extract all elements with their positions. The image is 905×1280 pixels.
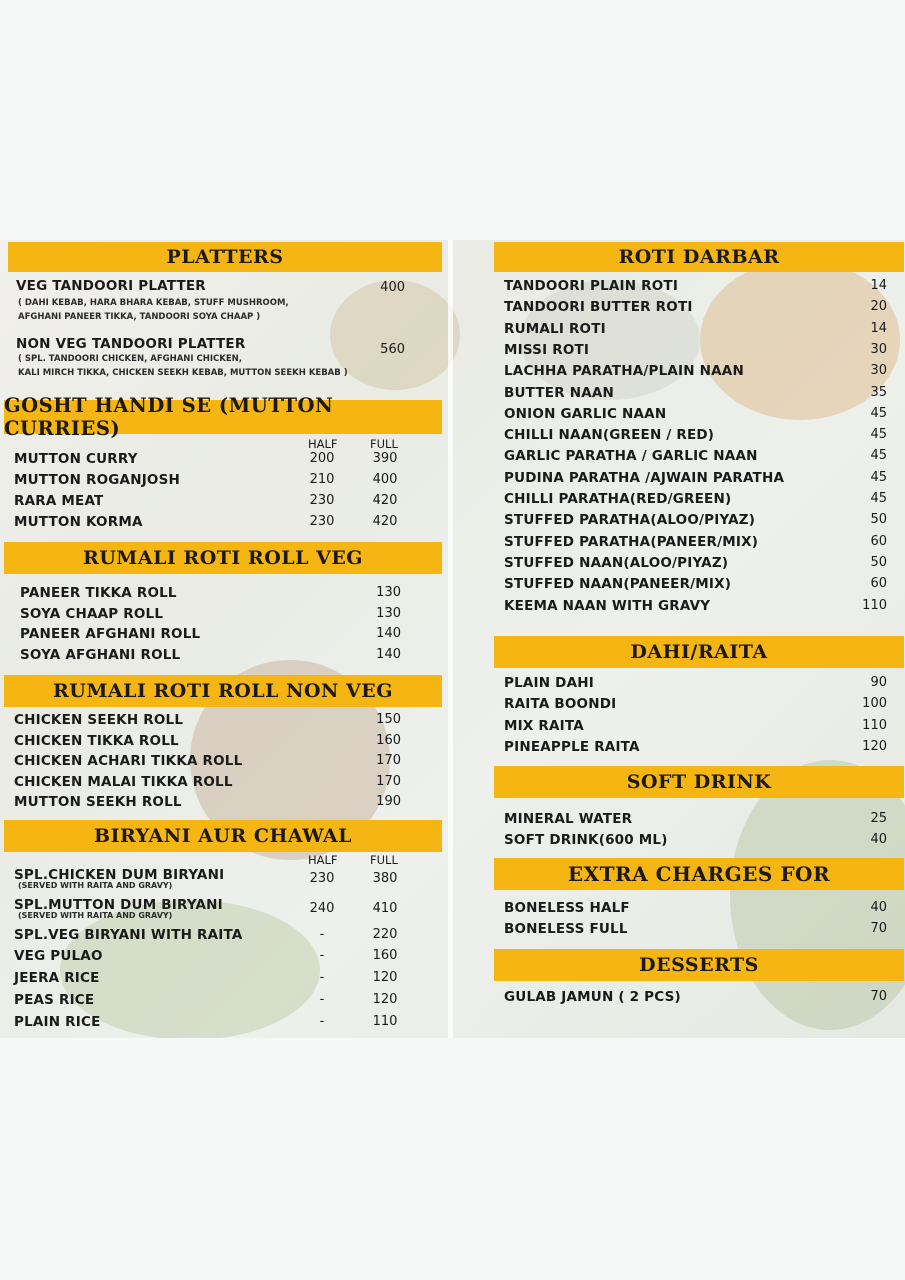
menu-item-price: 140 [376, 626, 401, 641]
menu-item-name: MISSI ROTI [504, 341, 590, 358]
platter-note: ( DAHI KEBAB, HARA BHARA KEBAB, STUFF MUSHROOM, [18, 298, 289, 308]
menu-item-price: 40 [870, 900, 887, 915]
menu-item-name: PEAS RICE [14, 992, 95, 1008]
platter-name: NON VEG TANDOORI PLATTER [16, 336, 246, 352]
section-header-dahi: DAHI/RAITA [494, 636, 904, 668]
menu-item-name: PANEER AFGHANI ROLL [20, 626, 201, 642]
menu-item-note: (SERVED WITH RAITA AND GRAVY) [18, 881, 173, 890]
menu-item-name: ONION GARLIC NAAN [504, 405, 667, 422]
right-column [452, 240, 905, 1038]
full-price: 400 [372, 472, 398, 487]
menu-item-name: CHICKEN ACHARI TIKKA ROLL [14, 753, 243, 769]
menu-item-price: 40 [870, 832, 887, 848]
platter-price: 560 [380, 342, 405, 357]
half-price: - [319, 992, 325, 1007]
full-price: 420 [372, 493, 398, 508]
menu-item-price: 14 [870, 278, 887, 293]
menu-item-name: SPL.MUTTON DUM BIRYANI [14, 897, 223, 913]
menu-item-name: BUTTER NAAN [504, 384, 614, 401]
menu-item-name: RUMALI ROTI [504, 320, 606, 337]
section-header-roti: ROTI DARBAR [494, 242, 904, 272]
platter-note: KALI MIRCH TIKKA, CHICKEN SEEKH KEBAB, MUTTON SEEKH KEBAB ) [18, 368, 348, 378]
half-price: - [319, 927, 325, 942]
menu-item-name: LACHHA PARATHA/PLAIN NAAN [504, 363, 744, 380]
menu-item-price: 130 [376, 605, 401, 621]
menu-item-price: 45 [870, 448, 887, 464]
menu-item-name: MUTTON ROGANJOSH [14, 472, 181, 488]
menu-item-price: 130 [376, 585, 401, 600]
half-price: - [319, 948, 325, 963]
menu-item-name: MINERAL WATER [504, 811, 633, 827]
half-price: 210 [309, 472, 335, 487]
menu-item-name: GULAB JAMUN ( 2 PCS) [504, 989, 681, 1005]
menu-item-name: STUFFED NAAN(PANEER/MIX) [504, 576, 732, 593]
section-header-desserts: DESSERTS [494, 949, 904, 981]
menu-item-price: 45 [870, 491, 887, 506]
menu-item-price: 100 [862, 696, 887, 712]
menu-item-name: PANEER TIKKA ROLL [20, 585, 177, 601]
full-price: 110 [372, 1014, 398, 1029]
platter-name: VEG TANDOORI PLATTER [16, 278, 206, 294]
full-price: 390 [372, 451, 398, 466]
menu-item-name: PUDINA PARATHA /AJWAIN PARATHA [504, 469, 785, 486]
menu-item-name: CHICKEN MALAI TIKKA ROLL [14, 773, 233, 790]
menu-item-name: VEG PULAO [14, 948, 103, 964]
menu-item-price: 190 [376, 794, 401, 809]
full-price: 380 [372, 871, 398, 886]
menu-item-note: (SERVED WITH RAITA AND GRAVY) [18, 911, 173, 920]
half-price: 230 [309, 514, 335, 529]
half-price: - [319, 1014, 325, 1029]
menu-item-name: PLAIN DAHI [504, 675, 594, 691]
platter-note: ( SPL. TANDOORI CHICKEN, AFGHANI CHICKEN, [18, 354, 243, 364]
menu-item-name: CHILLI PARATHA(RED/GREEN) [504, 491, 732, 507]
half-column-header: HALF [308, 437, 338, 451]
menu-item-price: 110 [862, 717, 887, 733]
menu-item-name: CHICKEN SEEKH ROLL [14, 712, 184, 728]
menu-item-price: 110 [862, 597, 887, 613]
menu-item-name: RARA MEAT [14, 493, 104, 509]
menu-item-name: STUFFED PARATHA(ALOO/PIYAZ) [504, 512, 756, 529]
menu-item-price: 170 [376, 773, 401, 789]
menu-item-price: 90 [870, 675, 887, 690]
full-price: 120 [372, 992, 398, 1007]
menu-item-price: 50 [870, 512, 887, 528]
menu-item-price: 70 [870, 989, 887, 1004]
menu-item-name: PINEAPPLE RAITA [504, 738, 640, 755]
menu-item-price: 14 [870, 320, 887, 336]
menu-item-name: GARLIC PARATHA / GARLIC NAAN [504, 448, 758, 465]
menu-item-name: TANDOORI PLAIN ROTI [504, 278, 679, 294]
full-column-header: FULL [370, 437, 398, 451]
section-header-roll-nonveg: RUMALI ROTI ROLL NON VEG [4, 675, 442, 707]
menu-item-price: 150 [376, 712, 401, 727]
section-header-soft-drink: SOFT DRINK [494, 766, 904, 798]
half-price: 230 [309, 493, 335, 508]
section-header-roll-veg: RUMALI ROTI ROLL VEG [4, 542, 442, 574]
menu-item-name: SOYA AFGHANI ROLL [20, 646, 181, 663]
full-price: 120 [372, 970, 398, 985]
menu-item-price: 20 [870, 299, 887, 315]
menu-item-name: TANDOORI BUTTER ROTI [504, 299, 693, 316]
menu-item-name: SOYA CHAAP ROLL [20, 605, 164, 622]
menu-card [0, 240, 905, 1038]
section-header-biryani: BIRYANI AUR CHAWAL [4, 820, 442, 852]
menu-item-name: MUTTON CURRY [14, 451, 138, 467]
menu-item-price: 45 [870, 405, 887, 421]
platter-price: 400 [380, 280, 405, 295]
half-price: 200 [309, 451, 335, 466]
menu-item-price: 30 [870, 341, 887, 357]
half-price: - [319, 970, 325, 985]
menu-item-name: BONELESS HALF [504, 900, 630, 916]
menu-item-name: CHICKEN TIKKA ROLL [14, 732, 179, 749]
menu-item-name: CHILLI NAAN(GREEN / RED) [504, 427, 715, 444]
menu-item-price: 30 [870, 363, 887, 379]
menu-item-price: 60 [870, 576, 887, 592]
menu-item-price: 70 [870, 921, 887, 937]
left-column [0, 240, 450, 1038]
menu-item-price: 160 [376, 732, 401, 748]
menu-item-name: MUTTON SEEKH ROLL [14, 794, 182, 810]
half-column-header: HALF [308, 853, 338, 867]
menu-item-name: BONELESS FULL [504, 921, 628, 938]
menu-item-name: STUFFED NAAN(ALOO/PIYAZ) [504, 554, 729, 571]
menu-item-price: 140 [376, 646, 401, 662]
full-price: 420 [372, 514, 398, 529]
menu-item-name: SOFT DRINK(600 ML) [504, 832, 668, 849]
section-header-platters: PLATTERS [8, 242, 442, 272]
full-price: 160 [372, 948, 398, 963]
full-price: 220 [372, 927, 398, 942]
half-price: 230 [309, 871, 335, 886]
half-price: 240 [309, 901, 335, 916]
menu-item-name: MIX RAITA [504, 717, 584, 734]
menu-item-name: RAITA BOONDI [504, 696, 617, 713]
menu-item-name: SPL.VEG BIRYANI WITH RAITA [14, 927, 243, 943]
menu-item-name: SPL.CHICKEN DUM BIRYANI [14, 867, 225, 883]
menu-item-price: 45 [870, 469, 887, 485]
menu-item-name: MUTTON KORMA [14, 514, 143, 530]
platter-note: AFGHANI PANEER TIKKA, TANDOORI SOYA CHAAP ) [18, 312, 261, 322]
menu-item-name: KEEMA NAAN WITH GRAVY [504, 597, 711, 614]
full-price: 410 [372, 901, 398, 916]
menu-item-price: 45 [870, 427, 887, 443]
menu-item-price: 35 [870, 384, 887, 400]
menu-item-name: STUFFED PARATHA(PANEER/MIX) [504, 533, 759, 550]
full-column-header: FULL [370, 853, 398, 867]
menu-item-price: 60 [870, 533, 887, 549]
menu-item-price: 50 [870, 554, 887, 570]
section-header-extra: EXTRA CHARGES FOR [494, 858, 904, 890]
section-header-gosht: GOSHT HANDI SE (MUTTON CURRIES) [4, 400, 442, 434]
menu-item-name: JEERA RICE [14, 970, 100, 986]
menu-item-price: 120 [862, 738, 887, 754]
menu-item-name: PLAIN RICE [14, 1014, 101, 1030]
menu-item-price: 170 [376, 753, 401, 768]
menu-item-price: 25 [870, 811, 887, 826]
